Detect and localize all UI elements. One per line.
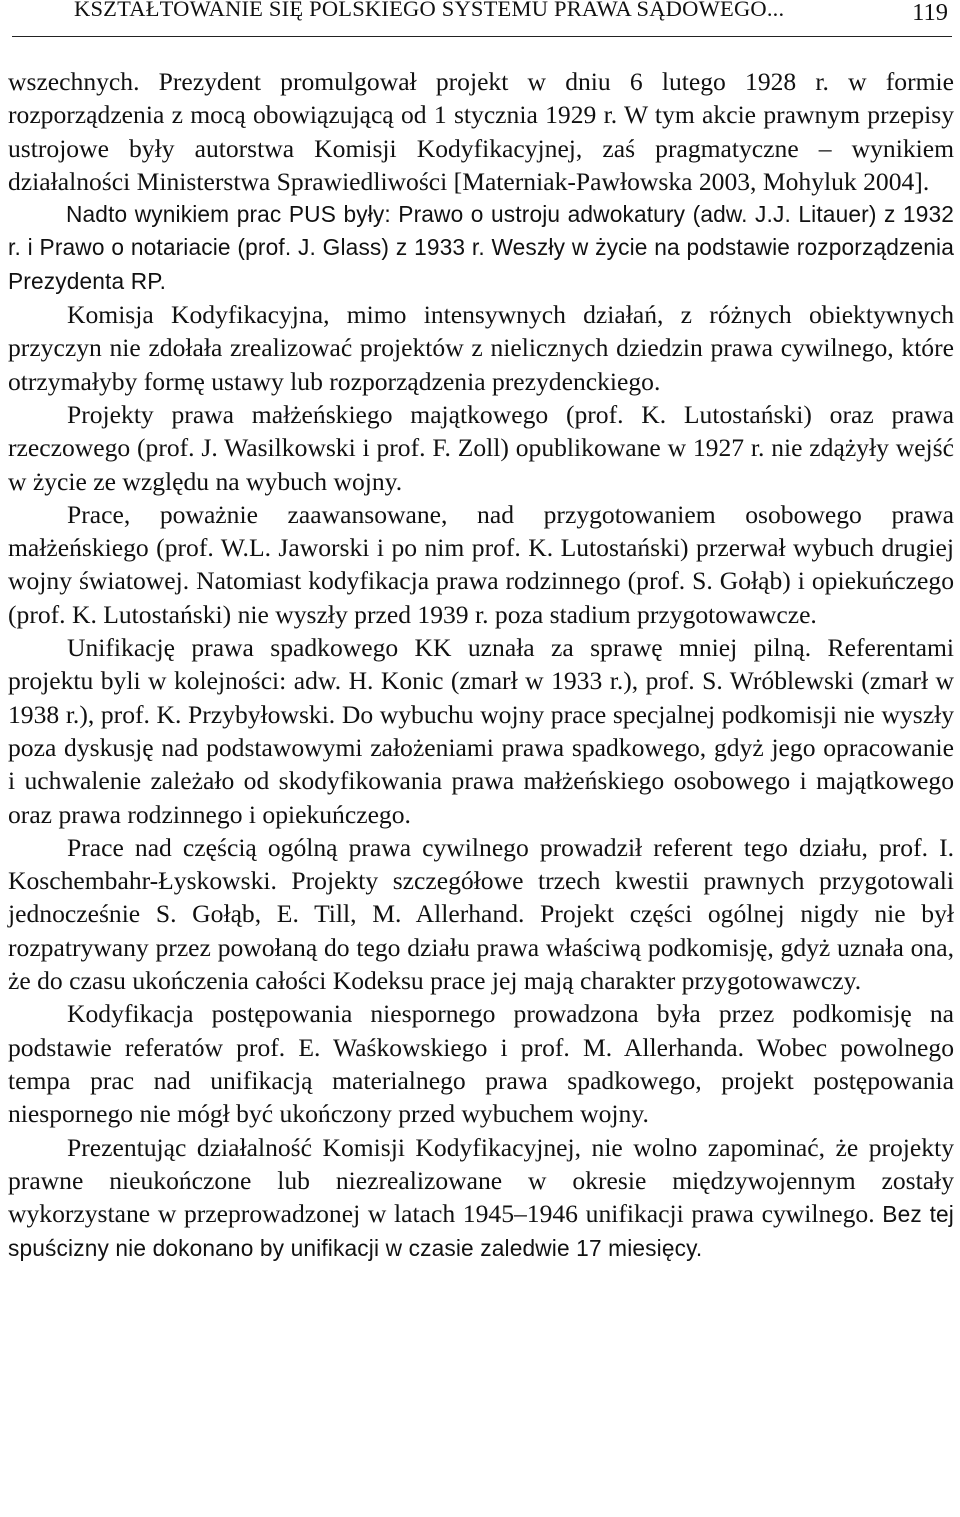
paragraph-4: Projekty prawa małżeńskiego majątkowego (prof. K. Lutostański) oraz prawa rzeczowego (prof. J. Wasilkowski i prof. F. Zoll) opublikowane w 1927 r. nie zdążyły wejść w życie ze względu na wybuch wojny. xyxy=(8,399,954,496)
paragraph-8: Kodyfikacja postępowania niespornego prowadzona była przez podkomisję na podstawie referatów prof. E. Waśkowskiego i prof. M. Allerhanda. Wobec powolnego tempa prac nad unifikacją materialnego prawa spadkowego, projekt postępowania niespornego nie mógł być ukończony przed wybuchem wojny. xyxy=(8,999,954,1129)
paragraph-9-text: Prezentując działalność Komisji Kodyfikacyjnej, nie wolno zapominać, że projekty prawne nieukończone lub niezrealizowane w okresie międzywojennym zostały wykorzystane w przeprowadzonej w latach 1945–1946 unifikacji prawa cywilnego. xyxy=(8,1132,954,1229)
body-text xyxy=(8,65,954,1266)
paragraph-7: Prace nad częścią ogólną prawa cywilnego prowadził referent tego działu, prof. I. Koschembahr-Łyskowski. Projekty szczegółowe trzech kwestii prawnych przygotowali jednocześnie S. Gołąb, E. Till, M. Allerhand. Projekt części ogólnej nigdy nie był rozpatrywany przez powołaną do tego działu prawa właściwą podkomisję, gdyż uznała ona, że do czasu ukończenia całości Kodeksu prace jej mają charakter przygotowawczy. xyxy=(8,832,954,996)
running-title: KSZTAŁTOWANIE SIĘ POLSKIEGO SYSTEMU PRAWA SĄDOWEGO... xyxy=(74,0,785,21)
paragraph-3: Komisja Kodyfikacyjna, mimo intensywnych działań, z różnych obiektywnych przyczyn nie zdołała zrealizować projektów z nielicznych dziedzin prawa cywilnego, które otrzymałyby formę ustawy lub rozporządzenia prezydenckiego. xyxy=(8,300,954,396)
paragraph-5: Prace, poważnie zaawansowane, nad przygotowaniem osobowego prawa małżeńskiego (prof. W.L. Jaworski i po nim prof. K. Lutostański) przerwał wybuch drugiej wojny światowej. Natomiast kodyfikacja prawa rodzinnego (prof. S. Gołąb) i opiekuńczego (prof. K. Lutostański) nie wyszły przed 1939 r. poza stadium przygotowawcze. xyxy=(8,499,954,629)
paragraph-1: wszechnych. Prezydent promulgował projekt w dniu 6 lutego 1928 r. w formie rozporządzenia z mocą obowiązującą od 1 stycznia 1929 r. W tym akcie prawnym przepisy ustrojowe były autorstwa Komisji Kodyfikacyjnej, zaś pragmatyczne – wynikiem działalności Ministerstwa Sprawiedliwości [Materniak-Pawłowska 2003, Mohyluk 2004]. xyxy=(8,67,954,196)
paragraph-9 xyxy=(8,1131,954,1266)
page-number: 119 xyxy=(912,0,948,26)
paragraph-2: Nadto wynikiem prac PUS były: Prawo o ustroju adwokatury (adw. J.J. Litauer) z 1932 r. i Prawo o notariacie (prof. J. Glass) z 1933 r. Weszły w życie na podstawie rozporządzenia Prezydenta RP. xyxy=(8,201,954,294)
running-head xyxy=(12,0,952,37)
paragraph-9-sans-sentence: Bez tej spuścizny nie dokonano by unifikacji w czasie zaledwie 17 miesięcy. xyxy=(8,1201,954,1262)
paragraph-6: Unifikację prawa spadkowego KK uznała za sprawę mniej pilną. Referentami projektu byli w kolejności: adw. H. Konic (zmarł w 1933 r.), prof. S. Wróblewski (zmarł w 1938 r.), prof. K. Przybyłowski. Do wybuchu wojny prace specjalnej podkomisji nie wyszły poza dyskusję nad podstawowymi założeniami prawa spadkowego, gdyż jego opracowanie i uchwalenie zależało od skodyfikowania prawa małżeńskiego osobowego i majątkowego oraz prawa rodzinnego i opiekuńczego. xyxy=(8,633,954,829)
